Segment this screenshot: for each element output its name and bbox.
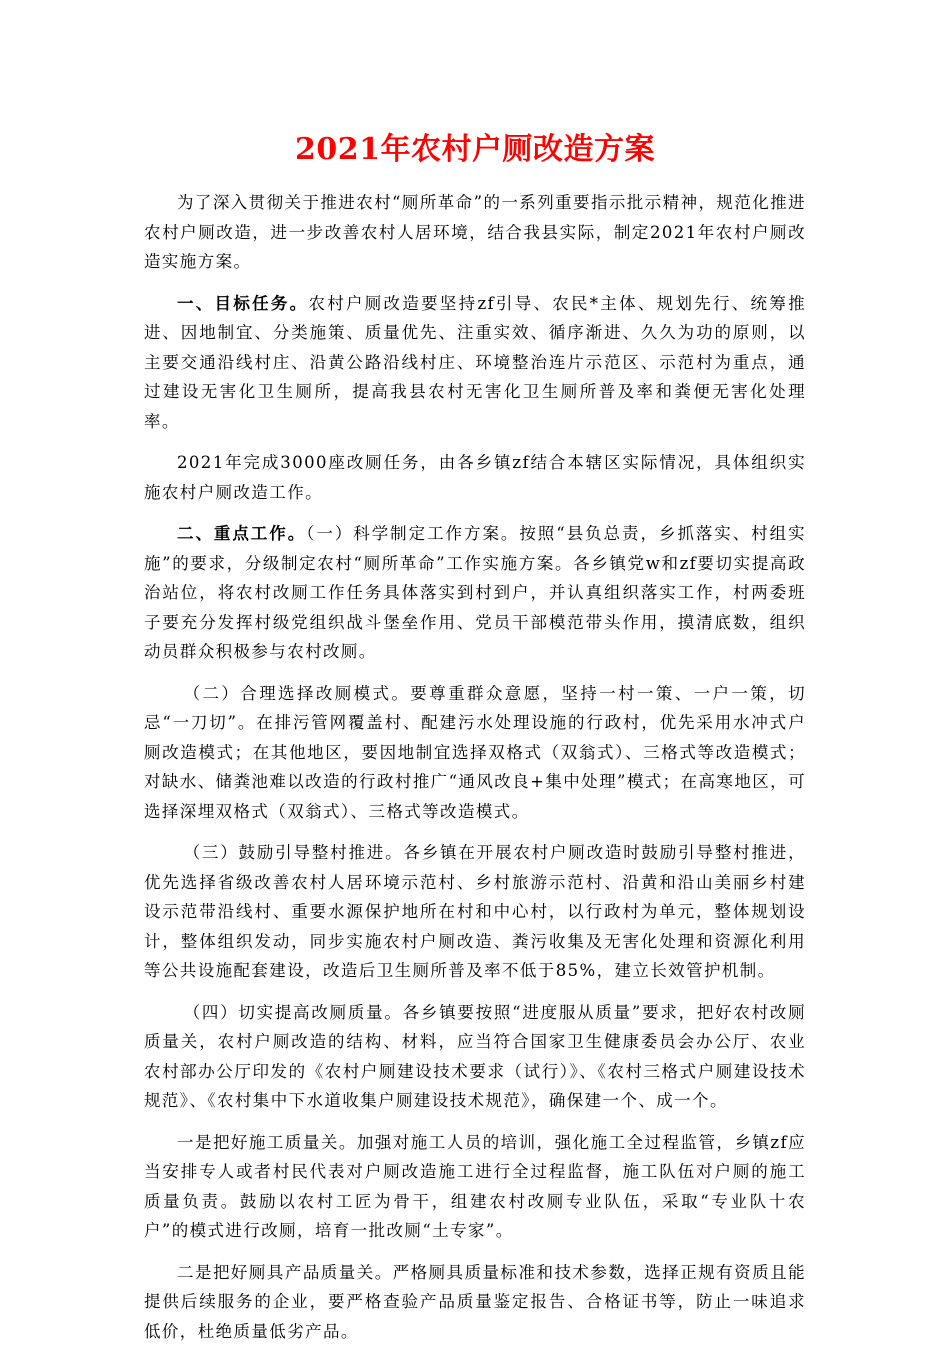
section-heading: 一、目标任务。 bbox=[177, 293, 309, 313]
paragraph-mode-selection bbox=[144, 679, 806, 827]
paragraph-intro bbox=[144, 188, 806, 277]
paragraph-text: 农村户厕改造要坚持zf引导、农民*主体、规划先行、统筹推进、因地制宜、分类施策、质量优先、注重实效、循序渐进、久久为功的原则，以主要交通沿线村庄、沿黄公路沿线村庄、环境整治连片示范区、示范村为重点，通过建设无害化卫生厕所，提高我县农村无害化卫生厕所普及率和粪便无害化处理率。 bbox=[144, 293, 807, 431]
paragraph-target-count bbox=[144, 448, 806, 507]
paragraph-whole-village bbox=[144, 838, 806, 986]
paragraph-text: （四）切实提高改厕质量。各乡镇要按照“进度服从质量”要求，把好农村改厕质量关，农村户厕改造的结构、材料，应当符合国家卫生健康委员会办公厅、农业农村部办公厅印发的《农村户厕建设技术要求（试行）》、《农村三格式户厕建设技术规范》、《农村集中下水道收集户厕建设技术规范》，确保建一个、成一个。 bbox=[144, 1002, 806, 1110]
document-page bbox=[144, 130, 806, 1358]
paragraph-text: 二是把好厕具产品质量关。严格厕具质量标准和技术参数，选择正规有资质且能提供后续服务的企业，要严格查验产品质量鉴定报告、合格证书等，防止一味追求低价，杜绝质量低劣产品。 bbox=[144, 1262, 806, 1341]
document-title: 2021年农村户厕改造方案 bbox=[295, 132, 655, 167]
paragraph-text: 2021年完成3000座改厕任务，由各乡镇zf结合本辖区实际情况，具体组织实施农村户厕改造工作。 bbox=[144, 453, 806, 502]
paragraph-text: （三）鼓励引导整村推进。各乡镇在开展农村户厕改造时鼓励引导整村推进，优先选择省级改善农村人居环境示范村、乡村旅游示范村、沿黄和沿山美丽乡村建设示范带沿线村、重要水源保护地所在村和中心村，以行政村为单元，整体规划设计，整体组织发动，同步实施农村户厕改造、粪污收集及无害化处理和资源化利用等公共设施配套建设，改造后卫生厕所普及率不低于85%，建立长效管护机制。 bbox=[144, 843, 806, 980]
paragraph-text: （一）科学制定工作方案。按照“县负总责，乡抓落实、村组实施”的要求，分级制定农村“厕所革命”工作实施方案。各乡镇党w和zf要切实提高政治站位，将农村改厕工作任务具体落实到村到户，并认真组织落实工作，村两委班子要充分发挥村级党组织战斗堡垒作用、党员干部模范带头作用，摸清底数，组织动员群众积极参与农村改厕。 bbox=[144, 524, 806, 661]
paragraph-text: （二）合理选择改厕模式。要尊重群众意愿，坚持一村一策、一户一策，切忌“一刀切”。在排污管网覆盖村、配建污水处理设施的行政村，优先采用水冲式户厕改造模式；在其他地区，要因地制宜选择双格式（双翁式）、三格式等改造模式；对缺水、储粪池难以改造的行政村推广“通风改良+集中处理”模式；在高寒地区，可选择深埋双格式（双翁式）、三格式等改造模式。 bbox=[144, 683, 806, 821]
paragraph-key-work bbox=[144, 519, 806, 667]
paragraph-quality bbox=[144, 998, 806, 1116]
paragraph-goal-tasks bbox=[144, 289, 806, 437]
paragraph-product-quality bbox=[144, 1258, 806, 1347]
paragraph-construction-quality bbox=[144, 1128, 806, 1246]
paragraph-text: 一是把好施工质量关。加强对施工人员的培训，强化施工全过程监管，乡镇zf应当安排专人或者村民代表对户厕改造施工进行全过程监督，施工队伍对户厕的施工质量负责。鼓励以农村工匠为骨干，组建农村改厕专业队伍，采取“专业队十农户”的模式进行改厕，培育一批改厕“土专家”。 bbox=[144, 1132, 806, 1240]
paragraph-text: 为了深入贯彻关于推进农村“厕所革命”的一系列重要指示批示精神，规范化推进农村户厕改造，进一步改善农村人居环境，结合我县实际，制定2021年农村户厕改造实施方案。 bbox=[144, 193, 806, 271]
section-heading: 二、重点工作。 bbox=[177, 524, 307, 543]
